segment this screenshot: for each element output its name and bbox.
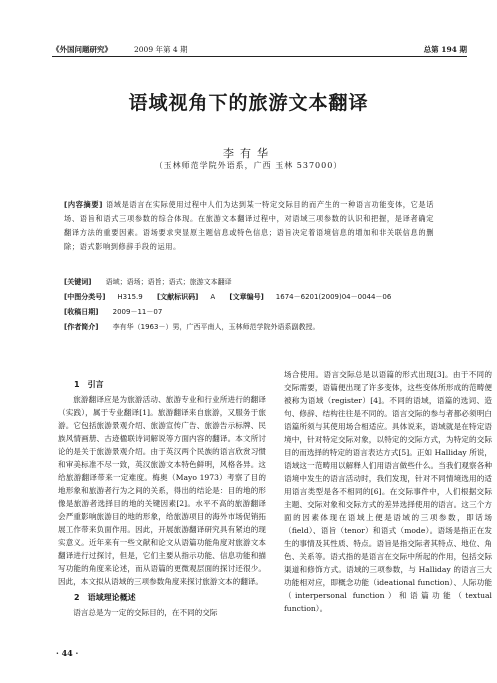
article-title: 语域视角下的旅游文本翻译 <box>128 92 369 114</box>
classification-row <box>64 292 444 302</box>
page-number: · 44 · <box>56 648 79 658</box>
header-rule <box>52 56 467 57</box>
author-name: 李有华 <box>223 147 274 160</box>
received-date <box>64 307 444 317</box>
right-column <box>284 368 492 615</box>
journal-name: 《外国问题研究》 <box>52 45 112 54</box>
clc-label: [中图分类号] <box>64 293 106 301</box>
bio-label: [作者简介] <box>64 323 99 331</box>
abstract-label: [内容摘要] <box>64 200 104 209</box>
clc-value: H315.9 <box>117 293 143 301</box>
total-issue-label: 总第 194 期 <box>423 45 467 54</box>
keywords-text: 语域；语场；语旨；语式；旅游文本翻译 <box>105 278 232 286</box>
article-no-label: [文章编号] <box>229 293 264 301</box>
doc-code-value: A <box>210 293 216 301</box>
section-2-paragraph: 场合使用。语言交际总是以语篇的形式出现[3]。由于不同的交际需要，语篇便出现了许多变体，这些变体所形成的范畴便被称为语域（register）[4]。不同的语域，语篇的选词、造句、修辞、结构往往是不同的。语言交际的参与者都必须明白语篇所须与其使用场合相适应。具体说来，语域就是在特定语境中，针对特定交际对象，以特定的交际方式，为特定的交际目的而选择的特定的语言表达方式[5]。正如 Halliday 所说，语域这一范畴用以解释人们用语言做些什么。当我们观察各种语境中发生的语言活动时，我们发现，针对不同情境选用的适用语言类型是各不相同的[6]。在交际事件中，人们根据交际主题、交际对象和交际方式的差异选择使用的语言。这三个方面的因素体现在语域上便是语域的三项参数，即话场（field）、语旨（tenor）和语式（mode）。语场是指正在发生的事情及其性质、特点。语旨是指交际者其特点、地位、角色、关系等。语式指的是语言在交际中所起的作用，包括交际渠道和修饰方式。语域的三项参数，与 Halliday 的语言三大功能相对应，即概念功能（ideational function）、人际功能（interpersonal function）和语篇功能（textual function）。 <box>284 370 492 613</box>
author-bio <box>64 322 444 332</box>
abstract-text: 语域是语言在实际使用过程中人们为达到某一特定交际目的而产生的一种语言功能变体，它是话场、语旨和语式三项参数的综合体现。在旅游文本翻译过程中，对语域三项参数的认识和把握，是译者确定翻译方法的重要因素。语场要求突显原主题信息或特色信息；语旨决定着语境信息的增加和非关联信息的删除；语式影响到修辞手段的运用。 <box>64 200 435 251</box>
bio-value: 李有华（1963－）男，广西平南人，玉林师范学院外语系副教授。 <box>112 323 320 331</box>
article-no-value: 1674－6201(2009)04－0044－06 <box>275 293 392 301</box>
section-1-heading: 1 引言 <box>74 380 104 389</box>
received-label: [收稿日期] <box>64 308 99 316</box>
left-column <box>58 376 266 619</box>
author-affiliation: （玉林师范学院外语系，广西 玉林 537000） <box>154 161 343 170</box>
issue-info: 2009 年第 4 期 <box>134 45 188 54</box>
doc-code-label: [文献标识码] <box>156 293 199 301</box>
keywords <box>64 277 444 287</box>
received-value: 2009－11－07 <box>112 308 163 316</box>
abstract <box>64 198 434 254</box>
keywords-label: [关键词] <box>64 278 92 286</box>
section-2-heading: 2 语域理论概述 <box>74 593 136 602</box>
section-1-paragraph: 旅游翻译应是为旅游活动、旅游专业和行业所进行的翻译（实践），属于专业翻译[1]。旅游翻译来自旅游，又服务于旅游。它包括旅游景观介绍、旅游宣传广告、旅游告示标牌、民族风情画册、古迹楹联诗词解说等方面内容的翻译。本文所讨论的是关于旅游景观介绍。由于英汉两个民族的语言欣赏习惯和审美标准不尽一致，英汉旅游文本特色鲜明，风格各异。这给旅游翻译带来一定难度。梅奥（Mayo 1973）考察了目的地形象和旅游者行为之间的关系，得出的结论是：目的地的形像是旅游者选择目的地的关键因素[2]。水平不高的旅游翻译会严重影响旅游目的地的形象，给旅游项目的海外市场促销拓展工作带来负面作用。因此，开展旅游翻译研究具有紧迫的现实意义。近年来有一些文献和论文从语篇功能角度对旅游文本翻译进行过探讨，但是，它们主要从指示功能、信息功能和描写功能的角度来论述，而从语篇的更微观层面的探讨还很少。因此，本文拟从语域的三项参数角度来探讨旅游文本的翻译。 <box>58 395 266 586</box>
section-2-lead: 语言总是为一定的交际目的，在不同的交际 <box>73 608 218 617</box>
